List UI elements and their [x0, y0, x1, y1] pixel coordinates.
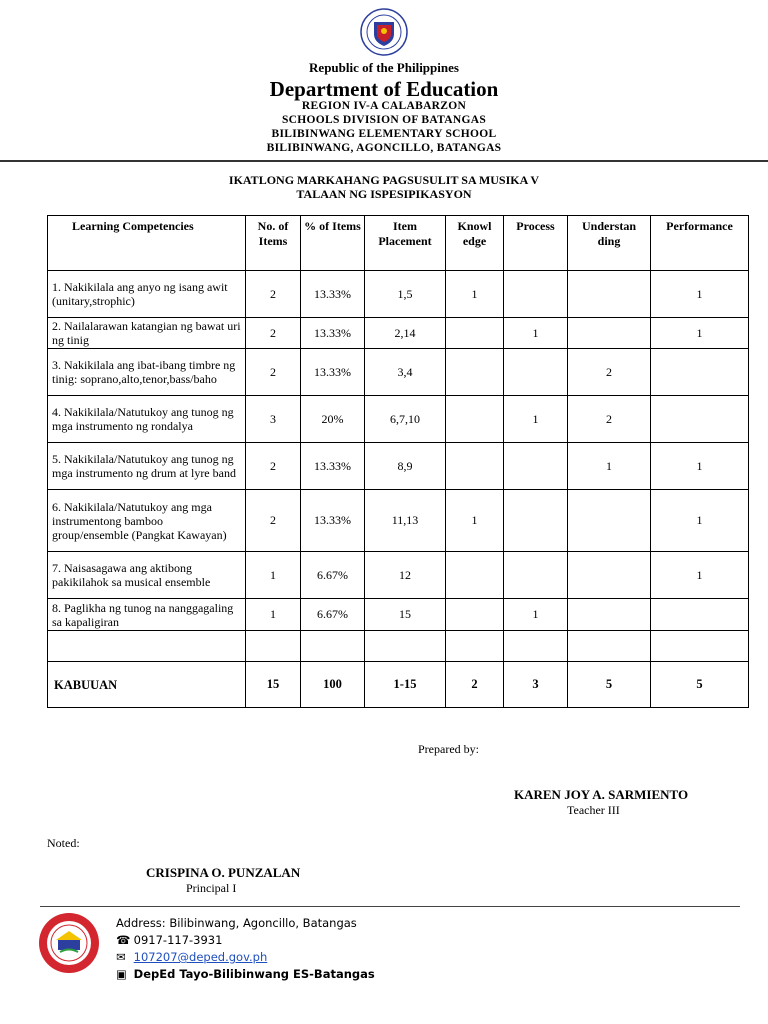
noter-name: CRISPINA O. PUNZALAN [146, 865, 301, 880]
preparer-name: KAREN JOY A. SARMIENTO [514, 787, 689, 802]
understanding-cell: 1 [568, 443, 651, 490]
pct-cell: 13.33% [301, 271, 365, 318]
pct-cell: 13.33% [301, 443, 365, 490]
items-cell: 2 [246, 490, 301, 552]
competency-cell: 3. Nakikilala ang ibat-ibang timbre ng tinig: soprano,alto,tenor,bass/baho [48, 349, 246, 396]
performance-cell [651, 599, 749, 631]
competency-cell: 1. Nakikilala ang anyo ng isang awit (unitary,strophic) [48, 271, 246, 318]
table-row [48, 318, 749, 349]
footer-phone: 0917-117-3931 [133, 933, 223, 947]
items-cell: 2 [246, 271, 301, 318]
school-logo-icon [38, 912, 100, 974]
items-cell: 1 [246, 552, 301, 599]
specification-table [47, 215, 749, 708]
knowledge-cell [446, 599, 504, 631]
understanding-cell [568, 271, 651, 318]
knowledge-cell [446, 552, 504, 599]
process-cell: 1 [504, 396, 568, 443]
header-divider [0, 160, 768, 162]
header-pct-items: % of Items [301, 216, 365, 271]
process-cell [504, 271, 568, 318]
footer-email-link[interactable]: 107207@deped.gov.ph [133, 950, 268, 964]
total-label: KABUUAN [48, 662, 246, 708]
total-items: 15 [246, 662, 301, 708]
placement-cell: 3,4 [365, 349, 446, 396]
table-row [48, 396, 749, 443]
performance-cell: 1 [651, 443, 749, 490]
competency-cell: 5. Nakikilala/Natutukoy ang tunog ng mga instrumento ng drum at lyre band [48, 443, 246, 490]
pct-cell: 20% [301, 396, 365, 443]
table-row [48, 349, 749, 396]
total-knowledge: 2 [446, 662, 504, 708]
school-line: BILIBINWANG ELEMENTARY SCHOOL [271, 128, 497, 140]
envelope-icon: ✉ [116, 950, 126, 964]
items-cell: 1 [246, 599, 301, 631]
total-pct: 100 [301, 662, 365, 708]
header-knowledge: Knowl edge [446, 216, 504, 271]
header-process: Process [504, 216, 568, 271]
placement-cell: 12 [365, 552, 446, 599]
footer-address: Address: Bilibinwang, Agoncillo, Batangas [116, 916, 357, 930]
deped-seal-icon [360, 8, 408, 56]
process-cell [504, 490, 568, 552]
table-header-row [48, 216, 749, 271]
understanding-cell: 2 [568, 396, 651, 443]
understanding-cell [568, 318, 651, 349]
placement-cell: 8,9 [365, 443, 446, 490]
placement-cell: 1,5 [365, 271, 446, 318]
exam-title: IKATLONG MARKAHANG PAGSUSULIT SA MUSIKA V [228, 173, 540, 187]
understanding-cell: 2 [568, 349, 651, 396]
process-cell: 1 [504, 599, 568, 631]
competency-cell: 8. Paglikha ng tunog na nanggagaling sa kapaligiran [48, 599, 246, 631]
knowledge-cell [446, 318, 504, 349]
placement-cell: 2,14 [365, 318, 446, 349]
location-line: BILIBINWANG, AGONCILLO, BATANGAS [266, 142, 502, 154]
understanding-cell [568, 552, 651, 599]
laptop-icon: ▣ [116, 967, 127, 981]
items-cell: 2 [246, 349, 301, 396]
department-title: Department of Education [269, 77, 499, 101]
total-understanding: 5 [568, 662, 651, 708]
competency-cell: 6. Nakikilala/Natutukoy ang mga instrumentong bamboo group/ensemble (Pangkat Kawayan) [48, 490, 246, 552]
competency-cell: 2. Nailalarawan katangian ng bawat uri ng tinig [48, 318, 246, 349]
table-row [48, 599, 749, 631]
pct-cell: 13.33% [301, 490, 365, 552]
division-line: SCHOOLS DIVISION OF BATANGAS [281, 114, 487, 126]
table-row [48, 443, 749, 490]
table-row [48, 271, 749, 318]
items-cell: 2 [246, 443, 301, 490]
noter-position: Principal I [186, 881, 237, 895]
performance-cell [651, 396, 749, 443]
performance-cell: 1 [651, 490, 749, 552]
footer-page-line [116, 967, 375, 981]
knowledge-cell [446, 443, 504, 490]
items-cell: 2 [246, 318, 301, 349]
table-row [48, 552, 749, 599]
empty-row [48, 631, 749, 662]
placement-cell: 15 [365, 599, 446, 631]
pct-cell: 6.67% [301, 552, 365, 599]
placement-cell: 6,7,10 [365, 396, 446, 443]
total-row [48, 662, 749, 708]
header-competencies: Learning Competencies [48, 216, 246, 271]
footer-divider [40, 906, 740, 907]
process-cell [504, 552, 568, 599]
table-row [48, 490, 749, 552]
preparer-position: Teacher III [567, 803, 620, 817]
total-placement: 1-15 [365, 662, 446, 708]
process-cell: 1 [504, 318, 568, 349]
performance-cell: 1 [651, 318, 749, 349]
understanding-cell [568, 599, 651, 631]
competency-cell: 4. Nakikilala/Natutukoy ang tunog ng mga instrumento ng rondalya [48, 396, 246, 443]
region-line: REGION IV-A CALABARZON [301, 100, 467, 112]
placement-cell: 11,13 [365, 490, 446, 552]
pct-cell: 13.33% [301, 318, 365, 349]
footer-phone-line [116, 933, 222, 947]
knowledge-cell: 1 [446, 490, 504, 552]
footer-email-line [116, 950, 267, 964]
competency-cell: 7. Naisasagawa ang aktibong pakikilahok sa musical ensemble [48, 552, 246, 599]
process-cell [504, 349, 568, 396]
performance-cell [651, 349, 749, 396]
republic-line: Republic of the Philippines [309, 60, 459, 75]
process-cell [504, 443, 568, 490]
performance-cell: 1 [651, 271, 749, 318]
exam-subtitle: TALAAN NG ISPESIPIKASYON [296, 187, 472, 201]
total-performance: 5 [651, 662, 749, 708]
header-no-items: No. of Items [246, 216, 301, 271]
header-item-placement: Item Placement [365, 216, 446, 271]
items-cell: 3 [246, 396, 301, 443]
pct-cell: 13.33% [301, 349, 365, 396]
knowledge-cell [446, 396, 504, 443]
header-performance: Performance [651, 216, 749, 271]
total-process: 3 [504, 662, 568, 708]
knowledge-cell [446, 349, 504, 396]
prepared-by-label: Prepared by: [418, 742, 479, 756]
header-understanding: Understan ding [568, 216, 651, 271]
understanding-cell [568, 490, 651, 552]
performance-cell: 1 [651, 552, 749, 599]
noted-label: Noted: [47, 836, 80, 850]
footer-page: DepEd Tayo-Bilibinwang ES-Batangas [133, 967, 375, 981]
telephone-icon: ☎ [116, 933, 131, 947]
pct-cell: 6.67% [301, 599, 365, 631]
knowledge-cell: 1 [446, 271, 504, 318]
